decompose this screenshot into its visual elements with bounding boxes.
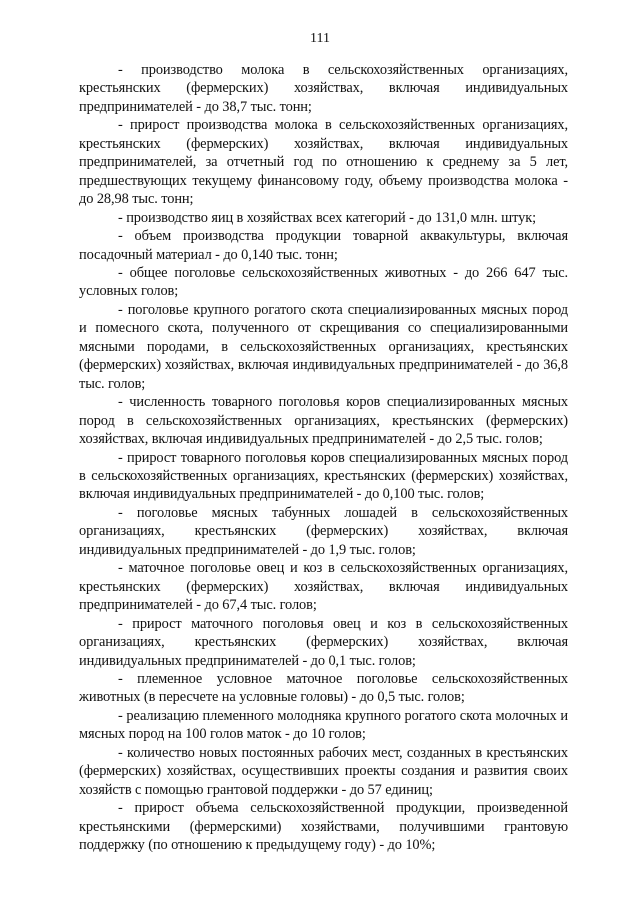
list-item: - племенное условное маточное поголовье сельскохозяйственных животных (в пересчете на условные головы) - до 0,5 тыс. голов; — [79, 670, 568, 706]
list-item: - производство яиц в хозяйствах всех категорий - до 131,0 млн. штук; — [118, 209, 537, 226]
list-item: - поголовье крупного рогатого скота специализированных мясных пород и помесного скота, полученного от скрещивания со специализированными мясными породами, в сельскохозяйственных организациях, крестьянских (фермерских) хозяйствах, включая индивидуальных предпринимателей - до 36,8 тыс. голов; — [79, 301, 568, 392]
list-item: - количество новых постоянных рабочих мест, созданных в крестьянских (фермерских) хозяйствах, осуществивших проекты создания и развития своих хозяйств с помощью грантовой поддержки - до 57 единиц; — [79, 744, 568, 798]
list-item: - производство молока в сельскохозяйственных организациях, крестьянских (фермерских) хозяйствах, включая индивидуальных предпринимателей - до 38,7 тыс. тонн; — [79, 62, 568, 115]
list-item: - прирост товарного поголовья коров специализированных мясных пород в сельскохозяйственных организациях, крестьянских (фермерских) хозяйствах, включая индивидуальных предпринимателей - до 0,100 тыс. голов; — [79, 449, 568, 503]
list-item: - численность товарного поголовья коров специализированных мясных пород в сельскохозяйственных организациях, крестьянских (фермерских) хозяйствах, включая индивидуальных предпринимателей - до 2,5 тыс. голов; — [79, 394, 568, 448]
list-item: - общее поголовье сельскохозяйственных животных - до 266 647 тыс. условных голов; — [79, 264, 568, 300]
list-item: - прирост маточного поголовья овец и коз в сельскохозяйственных организациях, крестьянских (фермерских) хозяйствах, включая индивидуальных предпринимателей - до 0,1 тыс. голов; — [79, 615, 568, 669]
list-item: - объем производства продукции товарной аквакультуры, включая посадочный материал - до 0,140 тыс. тонн; — [79, 228, 568, 263]
list-item: - маточное поголовье овец и коз в сельскохозяйственных организациях, крестьянских (фермерских) хозяйствах, включая индивидуальных предпринимателей - до 67,4 тыс. голов; — [79, 560, 568, 614]
list-item: - реализацию племенного молодняка крупного рогатого скота молочных и мясных пород на 100 голов маток - до 10 голов; — [79, 707, 568, 743]
document-body — [79, 61, 568, 854]
list-item: - прирост объема сельскохозяйственной продукции, произведенной крестьянскими (фермерскими) хозяйствами, получившими грантовую поддержку (по отношению к предыдущему году) - до 10%; — [79, 800, 568, 854]
page-number: 111 — [310, 31, 330, 46]
list-item: - поголовье мясных табунных лошадей в сельскохозяйственных организациях, крестьянских (фермерских) хозяйствах, включая индивидуальных предпринимателей - до 1,9 тыс. голов; — [79, 504, 568, 558]
list-item: - прирост производства молока в сельскохозяйственных организациях, крестьянских (фермерских) хозяйствах, включая индивидуальных предпринимателей, за отчетный год по отношению к среднему за 5 лет, предшествующих текущему финансовому году, объему производства молока - до 28,98 тыс. тонн; — [79, 117, 568, 208]
